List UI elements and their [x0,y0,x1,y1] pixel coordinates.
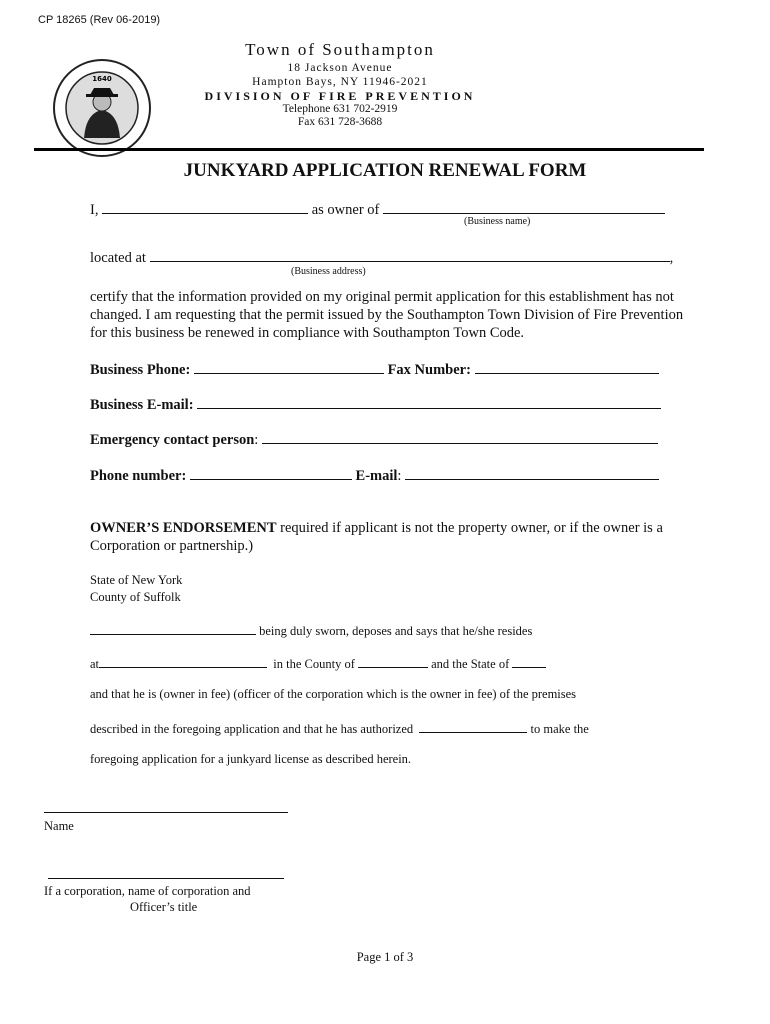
corporation-label: If a corporation, name of corporation and [44,884,251,898]
form-title: JUNKYARD APPLICATION RENEWAL FORM [183,160,587,181]
owner-fee-text: and that he is (owner in fee) (officer of the corporation which is the owner in fee) of the premises [90,687,577,701]
endorsement-heading: OWNER’S ENDORSEMENT [90,520,277,536]
endorsement-text: required if applicant is not the property owner, or if the owner is a Corporation or partnership.) [90,520,663,554]
header-divider [34,148,704,151]
to-make-text: to make the [530,722,589,736]
described-text: described in the foregoing application and that he has authorized [90,722,414,736]
business-name-field[interactable] [383,199,665,214]
endorsement-paragraph [90,519,690,555]
business-email-row [90,394,700,414]
sworn-text: being duly sworn, deposes and says that he/she resides [259,624,533,638]
location-suffix: , [669,250,674,266]
in-county-label: in the County of [273,657,355,671]
at-label: at [90,657,100,671]
sworn-row [90,622,710,639]
foregoing-text: foregoing application for a junkyard license as described herein. [90,752,412,766]
telephone: Telephone 631 702-2919 [282,103,398,115]
state-field[interactable] [512,655,546,668]
phone-fax-row [90,359,700,379]
town-name: Town of Southampton [245,40,435,59]
location-line [90,247,690,267]
owner-line [90,199,690,219]
business-address-field[interactable] [150,247,670,262]
business-name-hint: (Business name) [464,216,531,227]
authorized-row [90,720,710,737]
phone-number-label: Phone number: [90,468,187,484]
fax: Fax 631 728-3688 [297,116,383,128]
town-seal-icon [52,58,152,158]
seal-year: 1640 [92,75,112,83]
phone-email-row: Phone number: E-mail: [90,465,700,485]
emergency-contact-row: Emergency contact person: [90,429,700,449]
owner-name-field[interactable] [102,199,308,214]
business-phone-label: Business Phone: [90,362,191,378]
division-name: DIVISION OF FIRE PREVENTION [204,89,476,103]
county-field[interactable] [358,655,428,668]
and-state-label: and the State of [431,657,510,671]
deponent-name-field[interactable] [90,622,256,635]
name-label: Name [44,819,74,833]
state-line: State of New York [90,573,183,587]
business-address-hint: (Business address) [291,266,366,277]
name-signature-line[interactable] [44,812,288,813]
emergency-contact-label: Emergency contact person [90,432,255,448]
business-email-field[interactable] [197,394,661,409]
residence-field[interactable] [99,655,267,668]
county-line: County of Suffolk [90,590,181,604]
street-address: 18 Jackson Avenue [287,62,393,74]
residence-row [90,655,710,672]
form-code: CP 18265 (Rev 06-2019) [38,14,161,26]
authorized-person-field[interactable] [419,720,527,733]
city-address: Hampton Bays, NY 11946-2021 [252,76,428,88]
page-number: Page 1 of 3 [356,950,414,964]
owner-prefix: I, [90,202,99,218]
owner-mid: as owner of [311,202,380,218]
business-phone-field[interactable] [194,359,384,374]
email-label: E-mail [355,468,398,484]
emergency-contact-field[interactable] [262,429,658,444]
phone-number-field[interactable] [190,465,352,480]
fax-number-label: Fax Number: [387,362,471,378]
officer-title-label: Officer’s title [130,900,198,914]
certify-paragraph: certify that the information provided on my original permit application for this establishment has not changed. I am requesting that the permit issued by the Southampton Town Division of Fire Prevention for this business be renewed in compliance with Southampton Town Code. [90,289,684,341]
corporation-signature-line[interactable] [48,878,284,879]
email-field[interactable] [405,465,659,480]
fax-number-field[interactable] [475,359,659,374]
business-email-label: Business E-mail: [90,397,194,413]
location-prefix: located at [90,250,146,266]
